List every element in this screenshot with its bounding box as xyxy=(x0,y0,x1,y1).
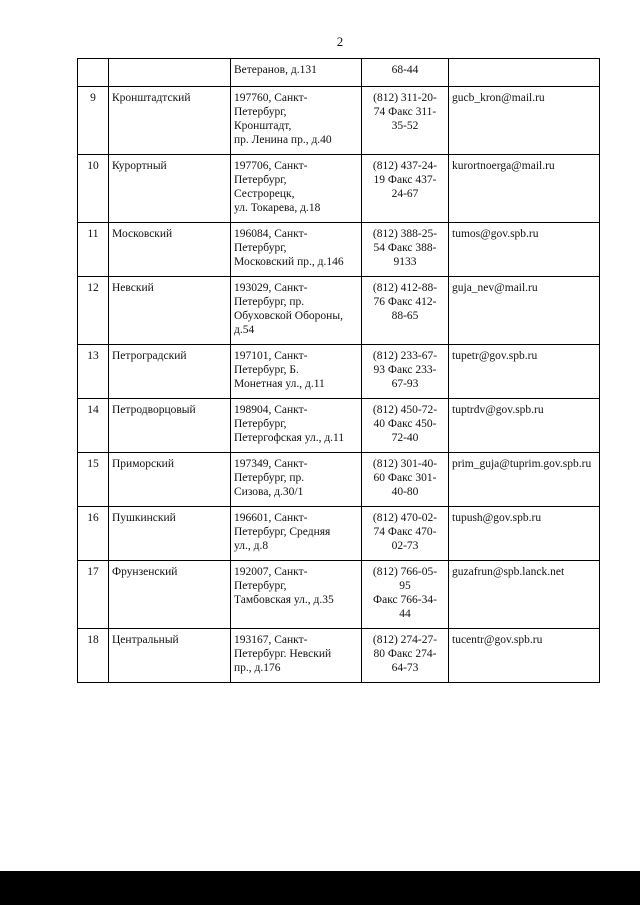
address-cell xyxy=(231,453,362,507)
phone-line: 67-93 xyxy=(391,378,419,390)
address-line: 193029, Санкт- xyxy=(234,282,308,294)
district-name: Пушкинский xyxy=(109,507,231,561)
table-body xyxy=(78,59,600,683)
row-number: 10 xyxy=(78,155,109,223)
address-cell xyxy=(231,561,362,629)
district-name: Курортный xyxy=(109,155,231,223)
district-name: Петроградский xyxy=(109,345,231,399)
phone-line: 72-40 xyxy=(391,432,419,444)
phone-line: (812) 766-05- xyxy=(372,566,438,578)
phone-line: 95 xyxy=(399,580,411,592)
phone-line: 40-80 xyxy=(391,486,419,498)
address-line: Петербург, Средняя xyxy=(234,526,331,538)
email-address: tupush@gov.spb.ru xyxy=(449,507,600,561)
phone-cell xyxy=(362,345,449,399)
table-row xyxy=(78,399,600,453)
email-address: prim_guja@tuprim.gov.spb.ru xyxy=(449,453,600,507)
address-line: Петербург, пр. xyxy=(234,296,305,308)
phone-cell xyxy=(362,399,449,453)
address-cell xyxy=(231,345,362,399)
phone-line: 93 Факс 233- xyxy=(373,364,437,376)
address-line: пр. Ленина пр., д.40 xyxy=(234,134,332,146)
address-cell xyxy=(231,629,362,683)
address-line: Петербург. Невский xyxy=(234,648,332,660)
district-name: Приморский xyxy=(109,453,231,507)
phone-line: (812) 233-67- xyxy=(372,350,438,362)
address-line: ул., д.8 xyxy=(234,540,269,552)
phone-line: 24-67 xyxy=(391,188,419,200)
address-line: 197706, Санкт- xyxy=(234,160,308,172)
phone-line: 02-73 xyxy=(391,540,419,552)
row-number: 11 xyxy=(78,223,109,277)
phone-line: (812) 437-24- xyxy=(372,160,438,172)
phone-line: 44 xyxy=(399,608,411,620)
phone-cell xyxy=(362,87,449,155)
phone-line: Факс 766-34- xyxy=(373,594,437,606)
address-cell xyxy=(231,87,362,155)
phone-line: 54 Факс 388- xyxy=(373,242,437,254)
address-cell xyxy=(231,155,362,223)
table-row xyxy=(78,87,600,155)
address-line: Кронштадт, xyxy=(234,120,292,132)
address-cell xyxy=(231,277,362,345)
address-line: Сестрорецк, xyxy=(234,188,295,200)
address-line: Сизова, д.30/1 xyxy=(234,486,304,498)
address-line: д.54 xyxy=(234,324,255,336)
address-cell xyxy=(231,223,362,277)
address-line: Московский пр., д.146 xyxy=(234,256,344,268)
table-row xyxy=(78,223,600,277)
address-line: 193167, Санкт- xyxy=(234,634,308,646)
address-line: пр., д.176 xyxy=(234,662,281,674)
row-number: 13 xyxy=(78,345,109,399)
district-name xyxy=(109,59,231,87)
address-line: Петербург, xyxy=(234,580,287,592)
address-line: 196601, Санкт- xyxy=(234,512,308,524)
address-line: Петербург, xyxy=(234,106,287,118)
address-line: 197101, Санкт- xyxy=(234,350,308,362)
email-address: tucentr@gov.spb.ru xyxy=(449,629,600,683)
phone-line: (812) 311-20- xyxy=(373,92,437,104)
email-address: tuptrdv@gov.spb.ru xyxy=(449,399,600,453)
district-name: Невский xyxy=(109,277,231,345)
address-line: 196084, Санкт- xyxy=(234,228,308,240)
district-name: Петродворцовый xyxy=(109,399,231,453)
address-line: Тамбовская ул., д.35 xyxy=(234,594,334,606)
address-line: 198904, Санкт- xyxy=(234,404,308,416)
phone-cell xyxy=(362,223,449,277)
table-row xyxy=(78,561,600,629)
address-line: Петербург, xyxy=(234,418,287,430)
phone-line: 40 Факс 450- xyxy=(373,418,437,430)
address-line: Ветеранов, д.131 xyxy=(234,64,317,76)
row-number: 18 xyxy=(78,629,109,683)
phone-line: 64-73 xyxy=(391,662,419,674)
table-row xyxy=(78,155,600,223)
scan-bottom-bar xyxy=(0,871,640,905)
address-line: Петербург, Б. xyxy=(234,364,299,376)
address-line: Обуховской Обороны, xyxy=(234,310,343,322)
table-row xyxy=(78,507,600,561)
email-address: guzafrun@spb.lanck.net xyxy=(449,561,600,629)
district-name: Московский xyxy=(109,223,231,277)
table-row xyxy=(78,345,600,399)
address-line: Петербург, xyxy=(234,242,287,254)
row-number xyxy=(78,59,109,87)
phone-line: (812) 470-02- xyxy=(372,512,438,524)
phone-line: 88-65 xyxy=(391,310,419,322)
district-contacts-table xyxy=(77,58,600,683)
phone-line: (812) 412-88- xyxy=(372,282,438,294)
address-line: Петербург, xyxy=(234,174,287,186)
email-address: gucb_kron@mail.ru xyxy=(449,87,600,155)
district-name: Фрунзенский xyxy=(109,561,231,629)
phone-line: 74 Факс 311- xyxy=(373,106,437,118)
phone-line: (812) 450-72- xyxy=(372,404,438,416)
phone-line: (812) 388-25- xyxy=(372,228,438,240)
district-name: Кронштадтский xyxy=(109,87,231,155)
table-row xyxy=(78,453,600,507)
address-cell xyxy=(231,59,362,87)
phone-cell xyxy=(362,629,449,683)
phone-cell xyxy=(362,561,449,629)
phone-cell xyxy=(362,277,449,345)
phone-line: 80 Факс 274- xyxy=(373,648,437,660)
row-number: 14 xyxy=(78,399,109,453)
address-line: Монетная ул., д.11 xyxy=(234,378,325,390)
row-number: 16 xyxy=(78,507,109,561)
phone-cell xyxy=(362,507,449,561)
table-row xyxy=(78,277,600,345)
address-line: Петергофская ул., д.11 xyxy=(234,432,345,444)
row-number: 15 xyxy=(78,453,109,507)
phone-line: 35-52 xyxy=(391,120,419,132)
phone-line: 60 Факс 301- xyxy=(373,472,437,484)
address-line: 197760, Санкт- xyxy=(234,92,308,104)
phone-cell xyxy=(362,453,449,507)
phone-line: (812) 301-40- xyxy=(372,458,438,470)
phone-line: (812) 274-27- xyxy=(372,634,438,646)
phone-cell xyxy=(362,59,449,87)
address-cell xyxy=(231,507,362,561)
row-number: 17 xyxy=(78,561,109,629)
phone-line: 74 Факс 470- xyxy=(373,526,437,538)
address-line: 192007, Санкт- xyxy=(234,566,308,578)
email-address: tumos@gov.spb.ru xyxy=(449,223,600,277)
table-row xyxy=(78,629,600,683)
district-name: Центральный xyxy=(109,629,231,683)
phone-line: 19 Факс 437- xyxy=(373,174,437,186)
phone-line: 76 Факс 412- xyxy=(373,296,437,308)
row-number: 9 xyxy=(78,87,109,155)
email-address: tupetr@gov.spb.ru xyxy=(449,345,600,399)
address-cell xyxy=(231,399,362,453)
email-address: guja_nev@mail.ru xyxy=(449,277,600,345)
email-address: kurortnoerga@mail.ru xyxy=(449,155,600,223)
phone-cell xyxy=(362,155,449,223)
email-address xyxy=(449,59,600,87)
page-number: 2 xyxy=(336,34,344,49)
phone-line: 68-44 xyxy=(391,64,419,76)
address-line: 197349, Санкт- xyxy=(234,458,308,470)
phone-line: 9133 xyxy=(393,256,417,268)
address-line: Петербург, пр. xyxy=(234,472,305,484)
table-row xyxy=(78,59,600,87)
address-line: ул. Токарева, д.18 xyxy=(234,202,321,214)
row-number: 12 xyxy=(78,277,109,345)
